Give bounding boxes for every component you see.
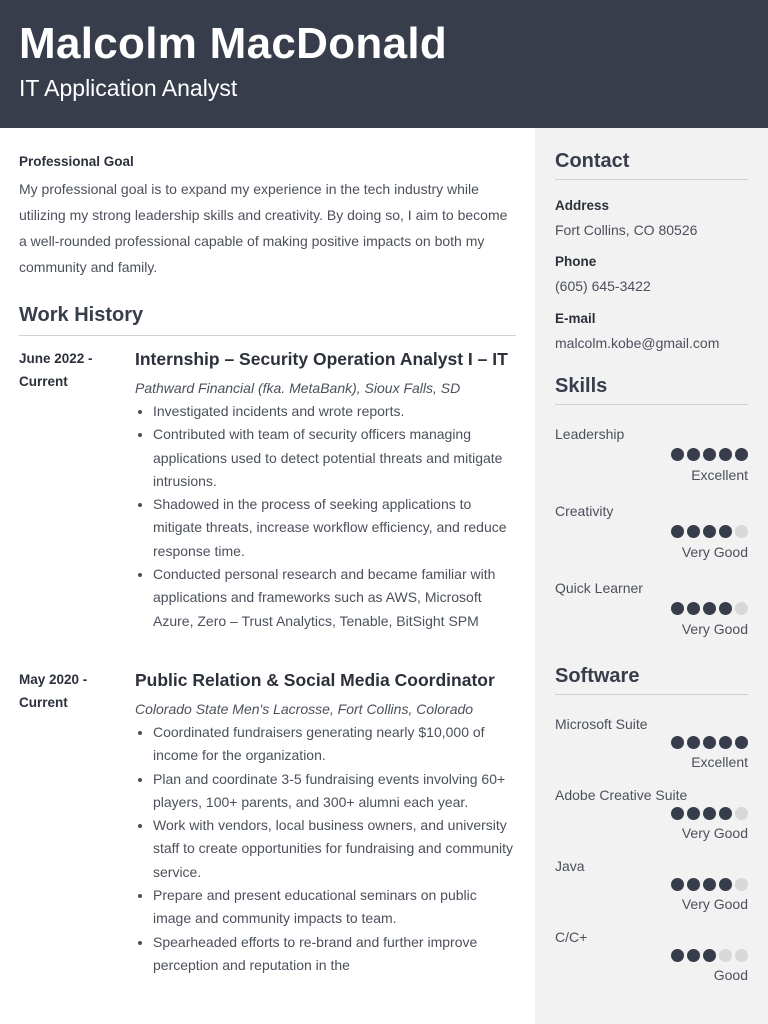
job-bullet: • Conducted personal research and became familiar with applications and frameworks such as AWS, Microsoft Azure, Zero – Trust Analytics, Tenable, BitSight SPM bbox=[153, 563, 517, 633]
software-level: Excellent bbox=[691, 754, 748, 770]
candidate-name: Malcolm MacDonald bbox=[19, 19, 448, 68]
job-title: Public Relation & Social Media Coordinator bbox=[135, 670, 495, 690]
software-section bbox=[555, 665, 748, 983]
rating-dot-filled bbox=[687, 602, 700, 615]
resume-header bbox=[0, 0, 768, 128]
software-item bbox=[555, 857, 748, 912]
software-level: Good bbox=[713, 967, 748, 983]
rating-dot-filled bbox=[719, 807, 732, 820]
skills-item bbox=[555, 579, 748, 637]
rating-dots bbox=[671, 525, 748, 538]
rating-dot-filled bbox=[687, 448, 700, 461]
rating-dot-filled bbox=[703, 949, 716, 962]
rating-dot-filled bbox=[687, 878, 700, 891]
rating-dots bbox=[671, 448, 748, 461]
rating-dot-filled bbox=[671, 602, 684, 615]
software-level: Very Good bbox=[681, 896, 748, 912]
address-value: Fort Collins, CO 80526 bbox=[555, 222, 698, 238]
skills-divider bbox=[555, 404, 748, 405]
rating-dots bbox=[671, 878, 748, 891]
rating-dot-empty bbox=[735, 807, 748, 820]
skills-title: Skills bbox=[555, 375, 608, 397]
rating-dot-filled bbox=[687, 525, 700, 538]
rating-dot-filled bbox=[703, 448, 716, 461]
skills-section bbox=[555, 375, 748, 637]
contact-section bbox=[555, 150, 748, 353]
skills-name: Quick Learner bbox=[555, 580, 643, 596]
job-bullet: • Investigated incidents and wrote reports. bbox=[153, 400, 517, 423]
goal-text: My professional goal is to expand my experience in the tech industry while utilizing my strong leadership skills and creativity. By doing so, I aim to become a well-rounded professional capable of making positive impacts on both my community and family. bbox=[19, 181, 508, 275]
rating-dot-filled bbox=[671, 736, 684, 749]
rating-dot-filled bbox=[703, 602, 716, 615]
job-bullets bbox=[135, 721, 517, 977]
rating-dot-filled bbox=[735, 448, 748, 461]
rating-dot-empty bbox=[735, 525, 748, 538]
rating-dot-filled bbox=[671, 525, 684, 538]
skills-name: Leadership bbox=[555, 426, 625, 442]
rating-dot-filled bbox=[735, 736, 748, 749]
rating-dot-filled bbox=[671, 878, 684, 891]
software-level: Very Good bbox=[681, 825, 748, 841]
skills-name: Creativity bbox=[555, 503, 614, 519]
skills-level: Excellent bbox=[691, 467, 748, 483]
job-bullet: • Plan and coordinate 3-5 fundraising events involving 60+ players, 100+ parents, and 300+ alumni each year. bbox=[153, 768, 517, 815]
skills-level: Very Good bbox=[681, 621, 748, 637]
rating-dot-filled bbox=[671, 807, 684, 820]
address-label: Address bbox=[555, 198, 610, 213]
rating-dot-filled bbox=[719, 878, 732, 891]
rating-dot-filled bbox=[687, 736, 700, 749]
software-title: Software bbox=[555, 665, 640, 687]
job-bullet: • Prepare and present educational seminars on public image and community impacts to team. bbox=[153, 884, 517, 931]
rating-dot-empty bbox=[719, 949, 732, 962]
sidebar bbox=[535, 128, 768, 1024]
software-item bbox=[555, 928, 748, 983]
software-item bbox=[555, 715, 748, 770]
job-title: Internship – Security Operation Analyst I – IT bbox=[135, 349, 508, 369]
rating-dots bbox=[671, 602, 748, 615]
contact-divider bbox=[555, 179, 748, 180]
skills-level: Very Good bbox=[681, 544, 748, 560]
software-name: C/C+ bbox=[555, 929, 588, 945]
job-company: Colorado State Men's Lacrosse, Fort Collins, Colorado bbox=[135, 701, 474, 717]
skills-item bbox=[555, 502, 748, 560]
rating-dot-filled bbox=[671, 949, 684, 962]
email-value[interactable]: malcolm.kobe@gmail.com bbox=[555, 335, 720, 351]
rating-dots bbox=[671, 949, 748, 962]
rating-dot-filled bbox=[719, 448, 732, 461]
rating-dot-filled bbox=[719, 602, 732, 615]
rating-dot-filled bbox=[719, 736, 732, 749]
phone-label: Phone bbox=[555, 254, 597, 269]
job-content bbox=[135, 668, 517, 977]
software-divider bbox=[555, 694, 748, 695]
rating-dot-filled bbox=[703, 878, 716, 891]
job-date: May 2020 - Current bbox=[19, 672, 88, 710]
rating-dot-filled bbox=[687, 807, 700, 820]
rating-dot-empty bbox=[735, 602, 748, 615]
rating-dot-filled bbox=[703, 736, 716, 749]
job-company: Pathward Financial (fka. MetaBank), Sioux Falls, SD bbox=[135, 380, 461, 396]
rating-dot-empty bbox=[735, 878, 748, 891]
rating-dot-empty bbox=[735, 949, 748, 962]
software-item bbox=[555, 786, 748, 841]
job-bullet: • Work with vendors, local business owners, and university staff to create opportunities for fundraising and community service. bbox=[153, 814, 517, 884]
job-date: June 2022 - Current bbox=[19, 351, 93, 389]
candidate-title: IT Application Analyst bbox=[19, 75, 238, 101]
job-bullet: • Spearheaded efforts to re-brand and further improve perception and reputation in the bbox=[153, 931, 517, 978]
contact-title: Contact bbox=[555, 150, 630, 172]
rating-dot-filled bbox=[687, 949, 700, 962]
rating-dot-filled bbox=[703, 807, 716, 820]
job-bullet: • Coordinated fundraisers generating nearly $10,000 of income for the organization. bbox=[153, 721, 517, 768]
job-bullets bbox=[135, 400, 517, 633]
job-content bbox=[135, 347, 517, 633]
rating-dot-filled bbox=[719, 525, 732, 538]
software-name: Java bbox=[555, 858, 585, 874]
job-bullet: • Contributed with team of security officers managing applications used to detect potential threats and mitigate intrusions. bbox=[153, 423, 517, 493]
rating-dots bbox=[671, 736, 748, 749]
software-name: Microsoft Suite bbox=[555, 716, 648, 732]
job-bullet: • Shadowed in the process of seeking applications to mitigate threats, increase workflow efficiency, and reduce response time. bbox=[153, 493, 517, 563]
work-history-title: Work History bbox=[19, 304, 144, 326]
email-label: E-mail bbox=[555, 311, 596, 326]
phone-value: (605) 645-3422 bbox=[555, 278, 651, 294]
work-history-divider bbox=[19, 335, 516, 336]
skills-item bbox=[555, 425, 748, 483]
rating-dot-filled bbox=[703, 525, 716, 538]
rating-dot-filled bbox=[671, 448, 684, 461]
rating-dots bbox=[671, 807, 748, 820]
software-name: Adobe Creative Suite bbox=[555, 787, 688, 803]
goal-label: Professional Goal bbox=[19, 154, 134, 169]
